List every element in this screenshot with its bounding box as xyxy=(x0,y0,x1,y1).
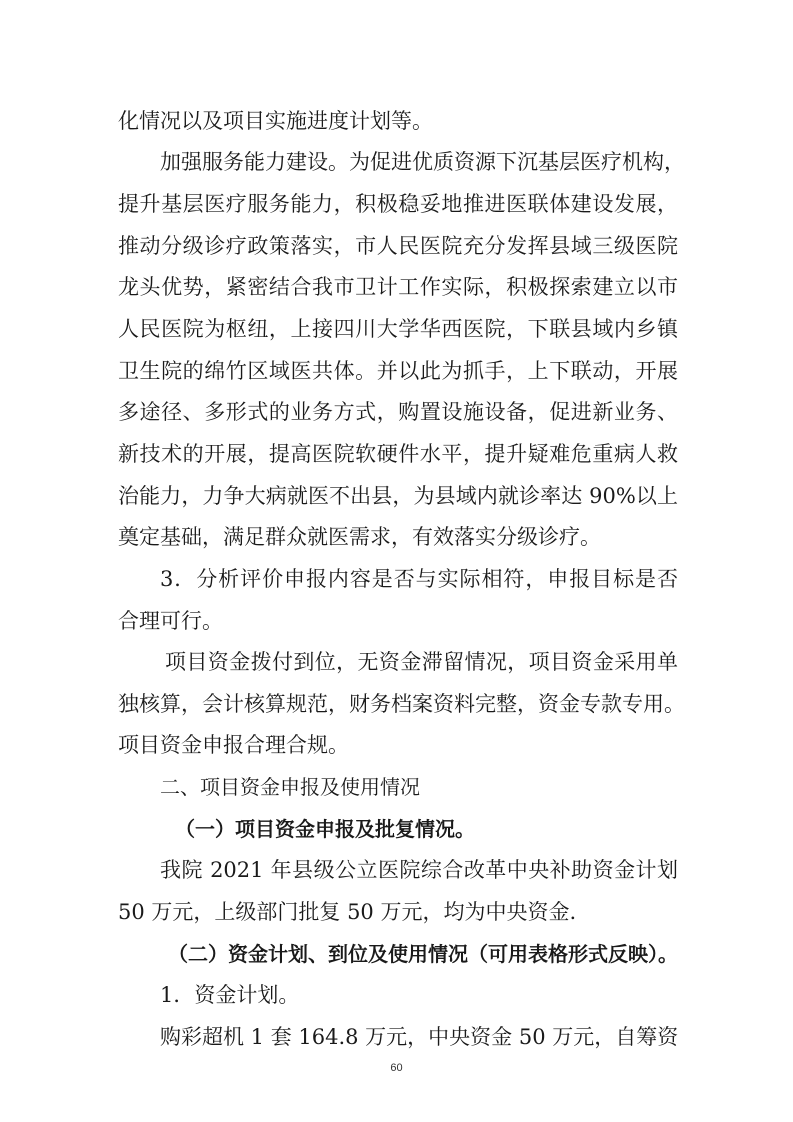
text-line: 项目资金拨付到位，无资金滞留情况，项目资金采用单 xyxy=(165,650,678,674)
text-line: 3．分析评价申报内容是否与实际相符，申报目标是否 xyxy=(160,567,678,591)
text-line: 购彩超机 1 套 164.8 万元，中央资金 50 万元，自筹资 xyxy=(160,1025,679,1049)
text-line: 50 万元，上级部门批复 50 万元，均为中央资金. xyxy=(118,900,577,924)
subsection-heading: （一）项目资金申报及批复情况。 xyxy=(175,817,475,841)
text-line: 治能力，力争大病就医不出县，为县域内就诊率达 90%以上 xyxy=(118,484,678,508)
text-line: 新技术的开展，提高医院软硬件水平，提升疑难危重病人救 xyxy=(118,442,678,466)
text-line: 独核算，会计核算规范，财务档案资料完整，资金专款专用。 xyxy=(118,692,685,716)
text-line: 多途径、多形式的业务方式，购置设施设备，促进新业务、 xyxy=(118,400,678,424)
text-line: 推动分级诊疗政策落实，市人民医院充分发挥县域三级医院 xyxy=(118,234,678,258)
text-line: 我院 2021 年县级公立医院综合改革中央补助资金计划 xyxy=(160,858,678,882)
text-line: 加强服务能力建设。为促进优质资源下沉基层医疗机构， xyxy=(160,150,685,174)
text-line: 奠定基础，满足群众就医需求，有效落实分级诊疗。 xyxy=(118,525,601,549)
text-line: 化情况以及项目实施进度计划等。 xyxy=(118,109,433,133)
text-line: 项目资金申报合理合规。 xyxy=(118,733,349,757)
text-line: 1．资金计划。 xyxy=(160,983,300,1007)
text-line: 合理可行。 xyxy=(118,609,223,633)
text-line: 提升基层医疗服务能力，积极稳妥地推进医联体建设发展， xyxy=(118,192,678,216)
text-line: 人民医院为枢纽，上接四川大学华西医院，下联县域内乡镇 xyxy=(118,317,678,341)
page-number: 60 xyxy=(390,1062,403,1074)
section-heading: 二、项目资金申报及使用情况 xyxy=(160,775,420,799)
text-line: 龙头优势，紧密结合我市卫计工作实际，积极探索建立以市 xyxy=(118,275,678,299)
subsection-heading: （二）资金计划、到位及使用情况（可用表格形式反映）。 xyxy=(168,942,678,966)
text-line: 卫生院的绵竹区域医共体。并以此为抓手，上下联动，开展 xyxy=(118,359,678,383)
